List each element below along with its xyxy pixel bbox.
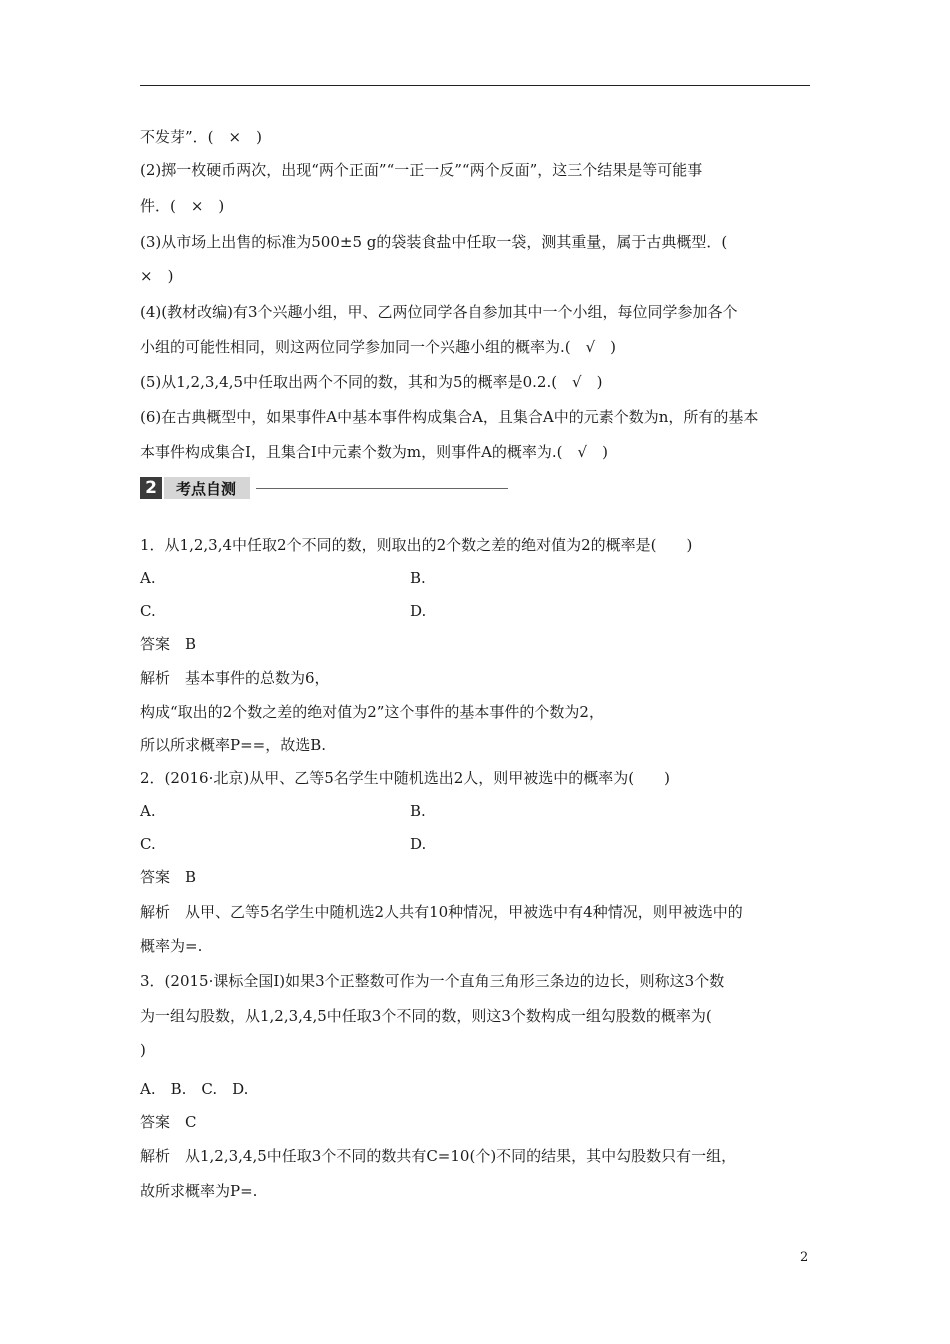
section-title: 考点自测 xyxy=(164,477,250,499)
text-line: (4)(教材改编)有3个兴趣小组，甲、乙两位同学各自参加其中一个小组，每位同学参加各个 xyxy=(140,303,738,321)
text-line: 不发芽”．( × ) xyxy=(140,128,262,146)
question-1-analysis: 解析 基本事件的总数为6， xyxy=(140,669,330,687)
header-rule xyxy=(140,85,810,86)
text-line: 本事件构成集合I，且集合I中元素个数为m，则事件A的概率为.( √ ) xyxy=(140,443,608,461)
text-line: (6)在古典概型中，如果事件A中基本事件构成集合A，且集合A中的元素个数为n，所有的基本 xyxy=(140,408,759,426)
question-3-analysis: 解析 从1,2,3,4,5中任取3个不同的数共有C=10(个)不同的结果，其中勾股数只有一组， xyxy=(140,1147,737,1165)
question-2-answer: 答案 B xyxy=(140,868,197,886)
question-1-stem: 1．从1,2,3,4中任取2个不同的数，则取出的2个数之差的绝对值为2的概率是( ) xyxy=(140,536,693,554)
text-line: 件．( × ) xyxy=(140,197,225,215)
question-1-option-b: B. xyxy=(410,569,426,587)
question-3-analysis: 故所求概率为P=. xyxy=(140,1182,258,1200)
question-3-options: A. B. C. D. xyxy=(140,1080,249,1098)
question-1-analysis: 构成“取出的2个数之差的绝对值为2”这个事件的基本事件的个数为2， xyxy=(140,703,604,721)
text-line: (2)掷一枚硬币两次，出现“两个正面”“一正一反”“两个反面”，这三个结果是等可能事 xyxy=(140,161,703,179)
question-2-analysis: 概率为=. xyxy=(140,937,203,955)
text-line: (3)从市场上出售的标准为500±5 g的袋装食盐中任取一袋，测其重量，属于古典概型．( xyxy=(140,233,728,251)
text-line: (5)从1,2,3,4,5中任取出两个不同的数，其和为5的概率是0.2.( √ ) xyxy=(140,373,603,391)
text-line: 小组的可能性相同，则这两位同学参加同一个兴趣小组的概率为.( √ ) xyxy=(140,338,617,356)
question-2-option-a: A. xyxy=(140,802,156,820)
question-1-option-c: C. xyxy=(140,602,156,620)
section-rule xyxy=(256,488,508,489)
section-header xyxy=(140,476,508,500)
question-1-option-a: A. xyxy=(140,569,156,587)
question-3-stem: 3．(2015·课标全国Ⅰ)如果3个正整数可作为一个直角三角形三条边的边长，则称这3个数 xyxy=(140,972,725,990)
question-1-answer: 答案 B xyxy=(140,635,197,653)
question-2-option-c: C. xyxy=(140,835,156,853)
section-number: 2 xyxy=(140,477,162,499)
question-2-option-b: B. xyxy=(410,802,426,820)
question-3-answer: 答案 C xyxy=(140,1113,197,1131)
question-1-option-d: D. xyxy=(410,602,427,620)
question-2-option-d: D. xyxy=(410,835,427,853)
question-1-analysis: 所以所求概率P==，故选B. xyxy=(140,736,327,754)
question-2-stem: 2．(2016·北京)从甲、乙等5名学生中随机选出2人，则甲被选中的概率为( ) xyxy=(140,769,670,787)
question-3-stem: 为一组勾股数，从1,2,3,4,5中任取3个不同的数，则这3个数构成一组勾股数的概率为( xyxy=(140,1007,712,1025)
question-3-stem: ) xyxy=(140,1041,146,1059)
question-2-analysis: 解析 从甲、乙等5名学生中随机选2人共有10种情况，甲被选中有4种情况，则甲被选中的 xyxy=(140,903,743,921)
page-number: 2 xyxy=(800,1250,809,1265)
text-line: × ) xyxy=(140,267,174,285)
